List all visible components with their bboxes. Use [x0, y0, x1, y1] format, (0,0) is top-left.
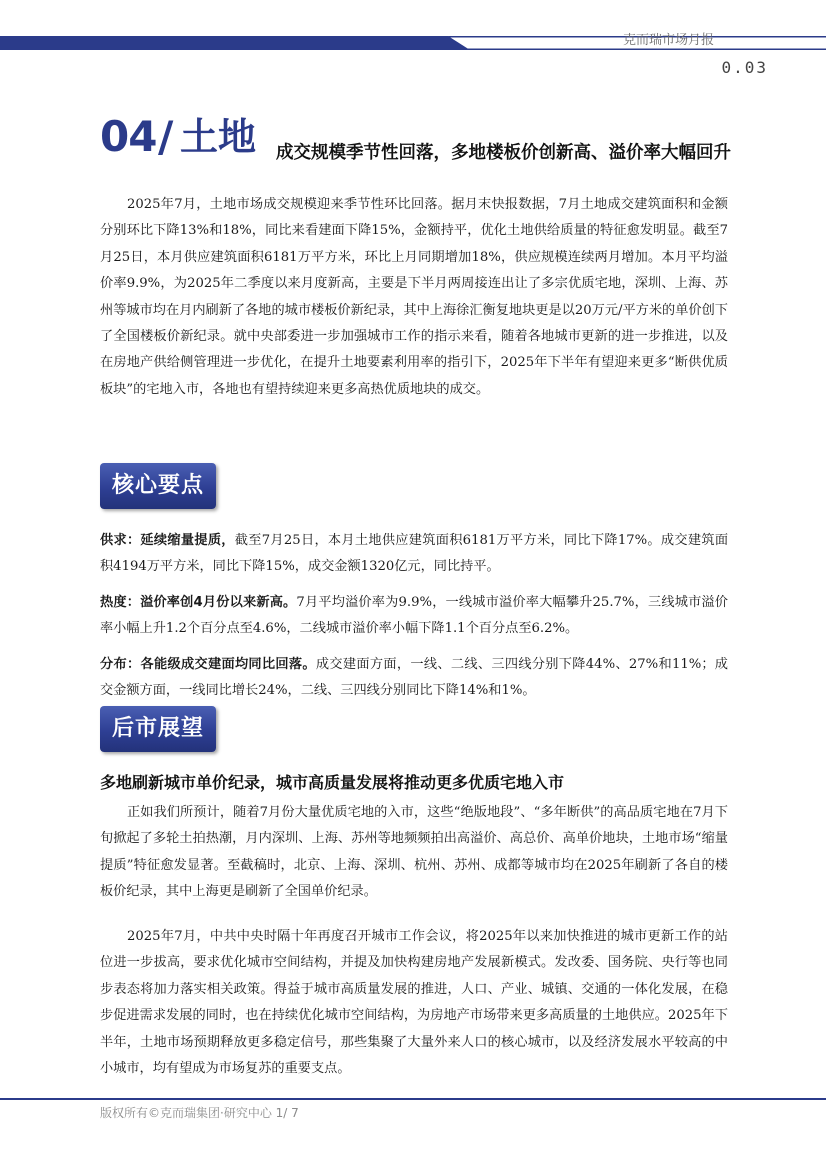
key-point-supply	[100, 528, 728, 581]
outlook-paragraph: 2025年7月，中共中央时隔十年再度召开城市工作会议，将2025年以来加快推进的城市更新工作的站位进一步拔高，要求优化城市空间结构，并提及加快构建房地产发展新模式。发改委、国务院、央行等也同步表态将加力落实相关政策。得益于城市高质量发展的推进，人口、产业、城镇、交通的一体化发展，在稳步促进需求发展的同时，也在持续优化城市空间结构，为房地产市场带来更多高质量的土地供应。2025年下半年，土地市场预期释放更多稳定信号，那些集聚了大量外来人口的核心城市，以及经济发展水平较高的中小城市，均有望成为市场复苏的重要支点。	[100, 929, 728, 1077]
footer-rule	[0, 1098, 826, 1100]
key-point-heat	[100, 590, 728, 643]
outlook-title: 多地刷新城市单价纪录，城市高质量发展将推动更多优质宅地入市	[100, 773, 565, 792]
section-name: 土地	[180, 115, 257, 159]
section-number: 04	[100, 112, 157, 161]
key-point-distribution	[100, 652, 728, 705]
key-point-text: 截至7月25日，本月土地供应建筑面积6181万平方米，同比下降17%。成交建筑面积4194万平方米，同比下降15%，成交金额1320亿元，同比持平。	[100, 533, 729, 575]
key-point-text: 成交建面方面，一线、二线、三四线分别下降44%、27%和11%；成交金额方面，一线同比增长24%，二线、三四线分别同比下降14%和1%。	[100, 657, 728, 699]
report-title: 克而瑞市场月报	[622, 33, 714, 48]
outlook-paragraph: 正如我们所预计，随着7月份大量优质宅地的入市，这些“绝版地段”、“多年断供”的高品质宅地在7月下旬掀起了多轮土拍热潮，月内深圳、上海、苏州等地频频拍出高溢价、高总价、高单价地块，土地市场“缩量提质”特征愈发显著。至截稿时，北京、上海、深圳、杭州、苏州、成都等城市均在2025年刷新了各自的楼板价纪录，其中上海更是刷新了全国单价纪录。	[100, 805, 728, 900]
intro-paragraph: 2025年7月，土地市场成交规模迎来季节性环比回落。据月末快报数据，7月土地成交建筑面积和金额分别环比下降13%和18%，同比来看建面下降15%，金额持平，优化土地供给质量的特征愈发明显。截至7月25日，本月供应建筑面积6181万平方米，环比上月同期增加18%，供应规模连续两月增加。本月平均溢价率9.9%，为2025年二季度以来月度新高，主要是下半月两周接连出让了多宗优质宅地，深圳、上海、苏州等城市均在月内刷新了各地的城市楼板价新纪录，其中上海徐汇衡复地块更是以20万元/平方米的单价创下了全国楼板价新纪录。就中央部委进一步加强城市工作的指示来看，随着各地城市更新的进一步推进，以及在房地产供给侧管理进一步优化，在提升土地要素利用率的指引下，2025年下半年有望迎来更多“断供优质板块”的宅地入市，各地也有望持续迎来更多高热优质地块的成交。	[100, 197, 728, 397]
outlook-tag: 后市展望	[100, 706, 216, 752]
section-heading	[100, 112, 800, 168]
key-point-lead: 分布：各能级成交建面均同比回落。	[100, 657, 316, 672]
section-subtitle: 成交规模季节性回落，多地楼板价创新高、溢价率大幅回升	[276, 143, 731, 163]
page-number: 0.03	[721, 58, 768, 77]
section-slash: /	[158, 112, 174, 161]
key-point-lead: 热度：溢价率创4月份以来新高。	[100, 595, 297, 610]
key-points-tag: 核心要点	[100, 463, 216, 509]
key-point-text: 7月平均溢价率为9.9%，一线城市溢价率大幅攀升25.7%，三线城市溢价率小幅上升1.2个百分点至4.6%，二线城市溢价率小幅下降1.1个百分点至6.2%。	[100, 595, 728, 637]
key-point-lead: 供求：延续缩量提质，	[100, 533, 235, 548]
footer-copyright: 版权所有©克而瑞集团·研究中心 1/ 7	[100, 1106, 299, 1120]
